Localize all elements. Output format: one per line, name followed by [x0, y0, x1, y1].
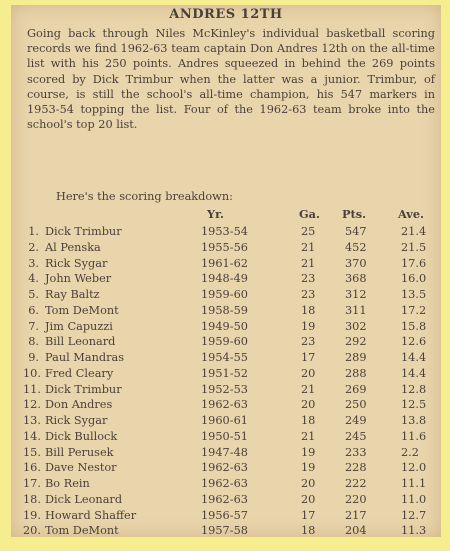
table-row [11, 319, 441, 335]
rank-cell: 20. [23, 524, 41, 538]
table-row [11, 492, 441, 508]
games-cell: 18 [301, 414, 316, 427]
season-cell: 1962-63 [201, 477, 248, 490]
rank-cell: 16. [23, 461, 41, 475]
season-cell: 1949-50 [201, 319, 248, 333]
season-cell: 1952-53 [201, 382, 248, 396]
player-name: Howard Shaffer [45, 508, 137, 522]
article-title: ANDRES 12TH [169, 7, 283, 22]
games-cell: 20 [301, 492, 316, 506]
games-cell: 21 [301, 240, 316, 254]
average-cell: 21.4 [401, 225, 427, 238]
games-cell: 23 [301, 335, 316, 349]
points-cell: 250 [345, 398, 367, 412]
rank-cell: 7. [28, 319, 39, 333]
header-games: Ga. [299, 207, 320, 221]
table-intro: Here's the scoring breakdown: [56, 190, 233, 203]
rank-cell: 3. [28, 256, 39, 270]
table-row [11, 523, 441, 539]
table-row [11, 397, 441, 413]
average-cell: 11.3 [401, 524, 427, 538]
rank-cell: 19. [23, 508, 41, 522]
table-row [11, 334, 441, 350]
points-cell: 311 [345, 303, 367, 317]
player-name: Dick Leonard [45, 492, 123, 506]
points-cell: 368 [345, 272, 367, 286]
rank-cell: 14. [23, 429, 41, 443]
table-row [11, 271, 441, 287]
games-cell: 20 [301, 398, 316, 412]
rank-cell: 13. [23, 414, 41, 427]
average-cell: 11.0 [401, 492, 427, 506]
games-cell: 20 [301, 477, 316, 490]
season-cell: 1947-48 [201, 445, 248, 459]
season-cell: 1960-61 [201, 414, 248, 427]
table-row [11, 413, 441, 429]
player-name: Ray Baltz [45, 288, 100, 301]
average-cell: 17.2 [401, 303, 427, 317]
season-cell: 1953-54 [201, 225, 248, 238]
player-name: Bill Leonard [45, 335, 116, 349]
table-row [11, 350, 441, 366]
header-points: Pts. [342, 207, 367, 221]
rank-cell: 5. [28, 288, 39, 301]
average-cell: 21.5 [401, 240, 427, 254]
article-paragraph: Going back through Niles McKinley's individual basketball scoring records we find 1962-63 team captain Don Andres 12th on the all-time list with his 250 points. Andres squeezed in behind the 269 points scored by Dick Trimbur when the latter was a junior. Trimbur, of course, is still the school's all-time champion, his 547 markers in 1953-54 topping the list. Four of the 1962-63 team broke into the school's top 20 list. [27, 27, 435, 132]
table-row [11, 460, 441, 476]
points-cell: 228 [345, 461, 367, 475]
points-cell: 249 [345, 414, 367, 427]
player-name: Dick Bullock [45, 429, 118, 443]
player-name: Dick Trimbur [45, 225, 122, 238]
average-cell: 11.6 [401, 429, 427, 443]
rank-cell: 1. [28, 225, 39, 238]
games-cell: 19 [301, 445, 316, 459]
average-cell: 13.8 [401, 414, 427, 427]
games-cell: 25 [301, 225, 316, 238]
season-cell: 1958-59 [201, 303, 248, 317]
rank-cell: 8. [28, 335, 39, 349]
average-cell: 12.6 [401, 335, 427, 349]
rank-cell: 4. [28, 272, 39, 286]
player-name: John Weber [45, 272, 112, 286]
season-cell: 1959-60 [201, 335, 248, 349]
player-name: Bill Perusek [45, 445, 114, 459]
games-cell: 17 [301, 351, 316, 364]
rank-cell: 9. [28, 351, 39, 364]
player-name: Dave Nestor [45, 461, 117, 475]
average-cell: 15.8 [401, 319, 427, 333]
points-cell: 547 [345, 225, 367, 238]
table-row [11, 508, 441, 524]
season-cell: 1962-63 [201, 492, 248, 506]
games-cell: 23 [301, 272, 316, 286]
table-row [11, 445, 441, 461]
points-cell: 292 [345, 335, 367, 349]
season-cell: 1956-57 [201, 508, 248, 522]
rank-cell: 15. [23, 445, 41, 459]
average-cell: 14.4 [401, 366, 427, 380]
average-cell: 12.0 [401, 461, 427, 475]
rank-cell: 2. [28, 240, 39, 254]
table-row [11, 382, 441, 398]
season-cell: 1959-60 [201, 288, 248, 301]
games-cell: 20 [301, 366, 316, 380]
season-cell: 1954-55 [201, 351, 248, 364]
header-average: Ave. [398, 207, 424, 221]
table-row [11, 287, 441, 303]
table-row [11, 256, 441, 272]
table-row [11, 240, 441, 256]
points-cell: 217 [345, 508, 367, 522]
games-cell: 21 [301, 429, 316, 443]
games-cell: 23 [301, 288, 316, 301]
points-cell: 204 [345, 524, 367, 538]
points-cell: 289 [345, 351, 367, 364]
player-name: Rick Sygar [45, 256, 108, 270]
average-cell: 11.1 [401, 477, 427, 490]
rank-cell: 11. [23, 382, 41, 396]
player-name: Jim Capuzzi [45, 319, 113, 333]
player-name: Bo Rein [45, 477, 90, 490]
points-cell: 269 [345, 382, 367, 396]
average-cell: 12.5 [401, 398, 427, 412]
games-cell: 18 [301, 303, 316, 317]
table-row [11, 224, 441, 240]
newspaper-clipping [11, 5, 441, 537]
points-cell: 233 [345, 445, 367, 459]
rank-cell: 6. [28, 303, 39, 317]
points-cell: 370 [345, 256, 367, 270]
season-cell: 1948-49 [201, 272, 248, 286]
points-cell: 452 [345, 240, 367, 254]
average-cell: 14.4 [401, 351, 427, 364]
player-name: Dick Trimbur [45, 382, 122, 396]
games-cell: 17 [301, 508, 316, 522]
season-cell: 1962-63 [201, 398, 248, 412]
table-row [11, 303, 441, 319]
games-cell: 19 [301, 461, 316, 475]
player-name: Tom DeMont [45, 303, 119, 317]
player-name: Paul Mandras [45, 351, 125, 364]
average-cell: 12.8 [401, 382, 427, 396]
rank-cell: 10. [23, 366, 41, 380]
season-cell: 1951-52 [201, 366, 248, 380]
scoring-table [11, 224, 441, 539]
table-row [11, 429, 441, 445]
player-name: Rick Sygar [45, 414, 108, 427]
average-cell: 12.7 [401, 508, 427, 522]
season-cell: 1961-62 [201, 256, 248, 270]
points-cell: 302 [345, 319, 367, 333]
season-cell: 1962-63 [201, 461, 248, 475]
player-name: Tom DeMont [45, 524, 119, 538]
average-cell: 17.6 [401, 256, 427, 270]
rank-cell: 12. [23, 398, 41, 412]
average-cell: 16.0 [401, 272, 427, 286]
average-cell: 2.2 [401, 445, 419, 459]
season-cell: 1955-56 [201, 240, 248, 254]
table-row [11, 366, 441, 382]
points-cell: 312 [345, 288, 367, 301]
header-year: Yr. [207, 207, 224, 221]
season-cell: 1950-51 [201, 429, 248, 443]
games-cell: 21 [301, 256, 316, 270]
player-name: Fred Cleary [45, 366, 114, 380]
table-row [11, 476, 441, 492]
season-cell: 1957-58 [201, 524, 248, 538]
player-name: Al Penska [45, 240, 101, 254]
games-cell: 18 [301, 524, 316, 538]
points-cell: 288 [345, 366, 367, 380]
points-cell: 220 [345, 492, 367, 506]
points-cell: 245 [345, 429, 367, 443]
points-cell: 222 [345, 477, 367, 490]
player-name: Don Andres [45, 398, 113, 412]
games-cell: 21 [301, 382, 316, 396]
average-cell: 13.5 [401, 288, 427, 301]
games-cell: 19 [301, 319, 316, 333]
rank-cell: 18. [23, 492, 41, 506]
rank-cell: 17. [23, 477, 41, 490]
